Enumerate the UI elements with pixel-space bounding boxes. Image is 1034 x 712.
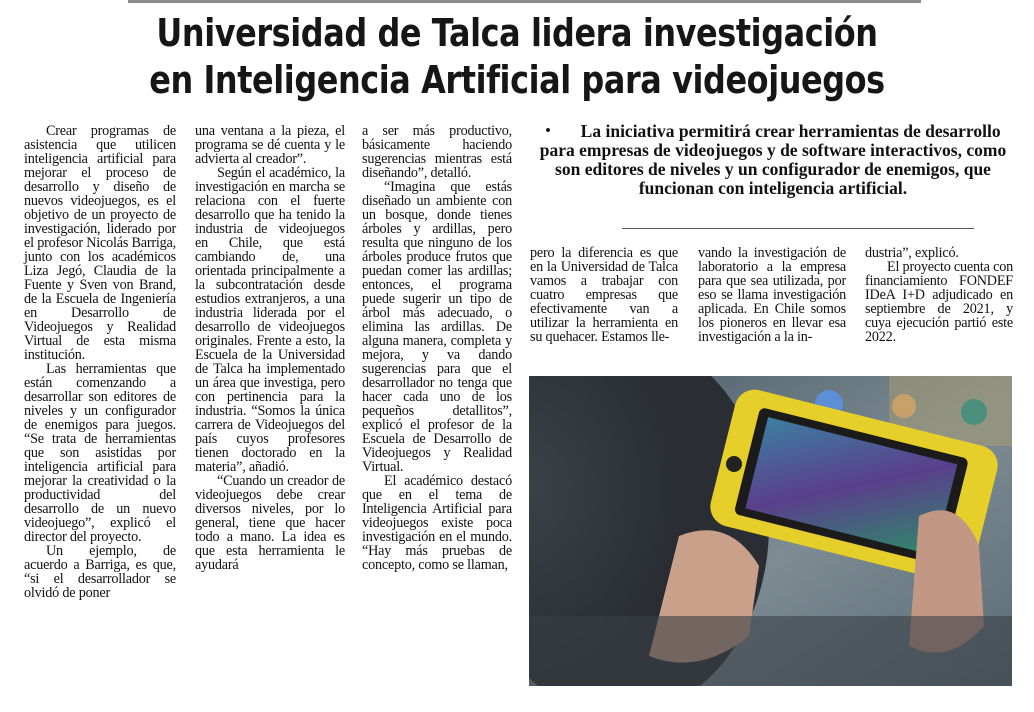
article-column-3 (362, 124, 512, 572)
article-column-2 (195, 124, 345, 572)
headline (116, 10, 917, 104)
paragraph: Un ejemplo, de acuerdo a Barriga, es que, “si el desarrollador se olvidó de poner (24, 543, 176, 601)
paragraph: dustria”, explicó. (865, 245, 959, 261)
paragraph: Según el académico, la investigación en marcha se relaciona con el fuerte desarrollo que ha tenido la industria de videojuegos en Chile, que está cambiando de, una orientada principalmente a la subcontratación desde estudios extranjeros, a una industria liderada por el desarrollo de videojuegos originales. Frente a esto, la Escuela de la Universidad de Talca ha implementado un área que investiga, pero con pertinencia para la industria. “Somos la única carrera de Videojuegos del país cuyos profesores tienen doctorado en la materia”, añadió. (195, 165, 345, 475)
article-column-5 (698, 246, 846, 344)
callout-text: La iniciativa permitirá crear herramientas de desarrollo para empresas de videojuegos y de software interactivos, como son editores de niveles y un configurador de enemigos, que funcionan con inteligencia artificial. (539, 121, 1007, 198)
paragraph: “Imagina que estás diseñado un ambiente con un bosque, donde tienes árboles y ardillas, pero resulta que ninguno de los árboles produce frutos que puedan comer las ardillas; entonces, el programa puede sugerir un tipo de árbol más adecuado, o elimina las ardillas. De alguna manera, completa y mejora, y va dando sugerencias para que el desarrollador no tenga que hacer cada uno de los pequeños detallitos”, explicó el profesor de la Escuela de Desarrollo de Videojuegos y Realidad Virtual. (362, 179, 512, 475)
paragraph: a ser más productivo, básicamente haciendo sugerencias mientras está diseñando”, detalló. (362, 123, 512, 181)
article-photo (529, 376, 1012, 686)
paragraph: El proyecto cuenta con financiamiento FONDEF IDeA I+D adjudicado en septiembre de 2021, y cuya ejecución partió este 2022. (865, 259, 1013, 345)
headline-line-1: Universidad de Talca lidera investigación (156, 11, 878, 55)
handheld-console-illustration (529, 376, 1012, 686)
bullet-icon: • (545, 123, 551, 139)
paragraph: Crear programas de asistencia que utilicen inteligencia artificial para mejorar el proceso de desarrollo y diseño de nuevos videojuegos, es el objetivo de un proyecto de investigación, liderado por el profesor Nicolás Barriga, junto con los académicos Liza Jegó, Claudia de la Fuente y Sven von Brand, de la Escuela de Ingeniería en Desarrollo de Videojuegos y Realidad Virtual de esta misma institución. (24, 123, 176, 363)
top-rule (128, 0, 921, 3)
paragraph: El académico destacó que en el tema de Inteligencia Artificial para videojuegos existe poca investigación en el mundo. “Hay más pruebas de concepto, como se llaman, (362, 473, 512, 573)
paragraph: “Cuando un creador de videojuegos debe crear diversos niveles, por lo general, tiene que hacer todo a mano. La idea es que esta herramienta le ayudará (195, 473, 345, 573)
paragraph: Las herramientas que están comenzando a desarrollar son editores de niveles y un configurador de enemigos para juegos. “Se trata de herramientas que son asistidas por inteligencia artificial para mejorar la creatividad o la productividad del desarrollo de un nuevo videojuego”, explicó el director del proyecto. (24, 361, 176, 545)
article-column-6 (865, 246, 1013, 344)
paragraph: pero la diferencia es que en la Universidad de Talca vamos a trabajar con cuatro empresas que efectivamente van a utilizar la herramienta en su quehacer. Estamos lle- (530, 245, 678, 345)
article-column-1 (24, 124, 176, 600)
paragraph: una ventana a la pieza, el programa se dé cuenta y le advierta al creador”. (195, 123, 345, 167)
callout-box (535, 122, 1011, 198)
article-column-4 (530, 246, 678, 344)
paragraph: vando la investigación de laboratorio a la empresa para que sea utilizada, por eso se llama investigación aplicada. En Chile somos los pioneros en llevar esa investigación a la in- (698, 245, 846, 345)
callout-rule (622, 228, 974, 229)
headline-line-2: en Inteligencia Artificial para videojuegos (149, 58, 885, 102)
